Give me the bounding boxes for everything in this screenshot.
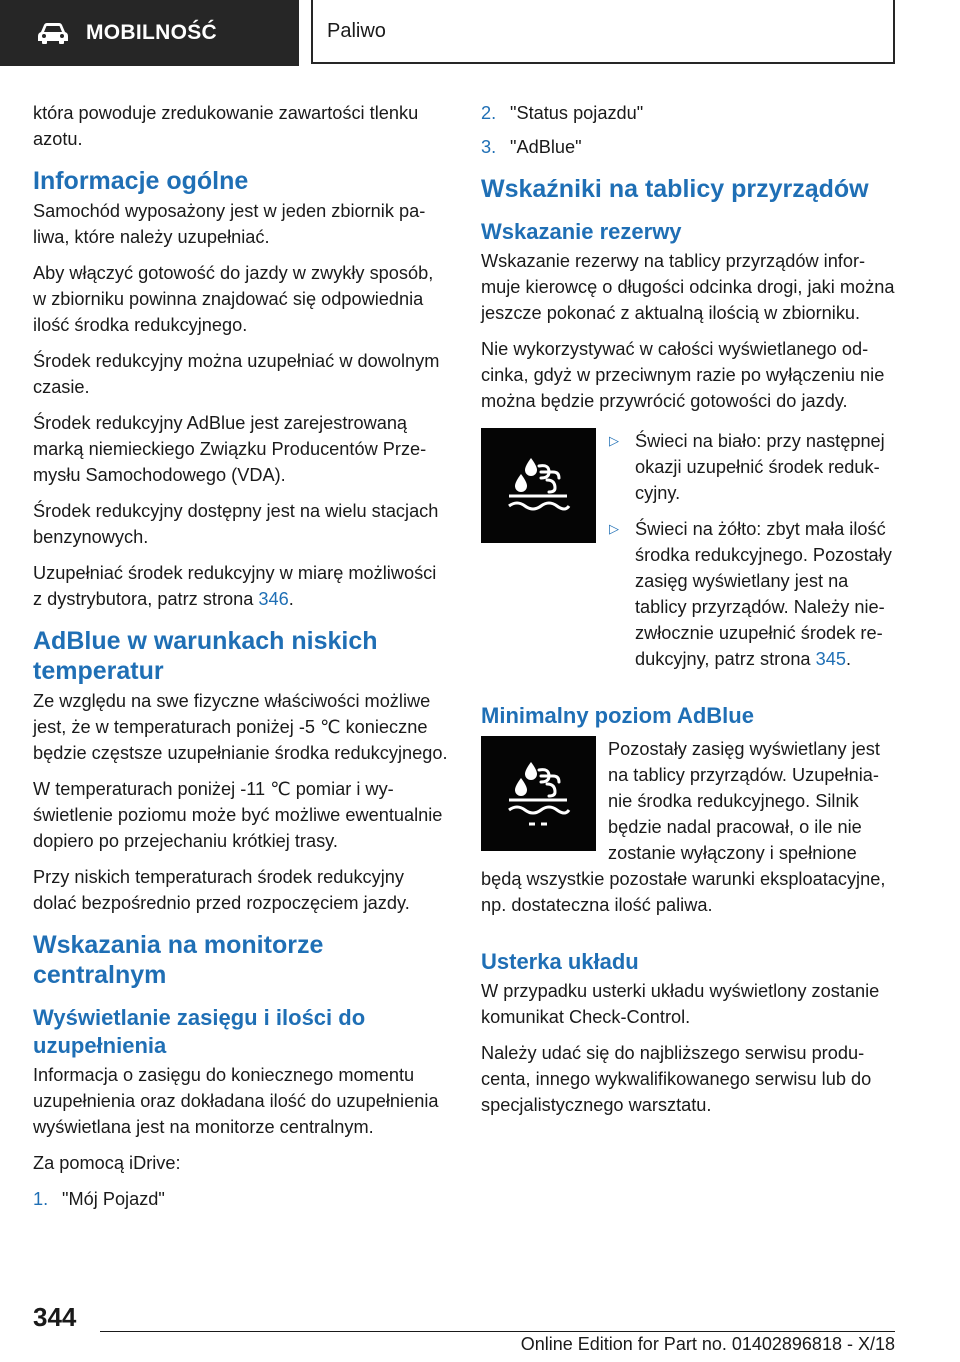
step-text: "Mój Pojazd": [62, 1189, 165, 1209]
list-item: [481, 100, 897, 126]
heading-general-info: Informacje ogólne: [33, 167, 249, 195]
bullet-text: Świeci na biało: przy następnej okazji uzupełnić środek redukcyjny.: [635, 431, 885, 503]
footer-divider: [100, 1331, 895, 1332]
page-footer: [0, 1290, 960, 1362]
punctuation: .: [845, 649, 852, 669]
idrive-steps-continued: [481, 100, 897, 160]
paragraph: Środek redukcyjny dostępny jest na wielu stacjach benzynowych.: [33, 501, 439, 547]
bullet-text-body: Świeci na żółto: zbyt mała ilość środka redukcyjnego. Pozostały zasięg wyświetlany jest na tablicy przyrządów. Należy niezwłocznie uzupełnić środek redukcyjny, patrz strona: [635, 519, 892, 669]
paragraph: W temperaturach poniżej -11 ℃ pomiar i wyświetlenie poziomu może być możliwe ewentualnie dopiero po przejechaniu krótkiej trasy.: [33, 779, 443, 851]
left-column: [33, 100, 449, 1220]
paragraph: Informacja o zasięgu do koniecznego momentu uzupełnienia oraz dokładana ilość do uzupełnienia wyświetlana jest na monitorze centralnym.: [33, 1065, 439, 1137]
list-item: [481, 134, 897, 160]
paragraph: Pozostały zasięg wyświetlany jest na tablicy przyrządów. Uzupełnianie środka redukcyjnego. Silnik będzie nadal pracował, o ile nie zostanie wyłączony i spełnione będą wszystkie pozostałe warunki eksploatacyjne, np. dostateczna ilość paliwa.: [481, 739, 886, 915]
paragraph: Aby włączyć gotowość do jazdy w zwykły sposób, w zbiorniku powinna znajdować się odpowiednia ilość środka redukcyjnego.: [33, 263, 434, 335]
paragraph: [33, 560, 449, 612]
page-link-346[interactable]: 346: [258, 589, 289, 609]
heading-range-display: Wyświetlanie zasięgu i ilości do uzupełnienia: [33, 1005, 366, 1058]
heading-central-monitor: Wskazania na monitorze centralnym: [33, 931, 324, 989]
heading-instrument-indicators: Wskaźniki na tablicy przyrządów: [481, 175, 869, 203]
car-icon: [36, 21, 70, 45]
heading-reserve-indicator: Wskazanie rezerwy: [481, 219, 682, 244]
intro-text: która powoduje zredukowanie zawartości tlenku azotu.: [33, 103, 419, 149]
chapter-label: Paliwo: [327, 19, 386, 42]
step-number: 1.: [33, 1189, 49, 1209]
minimum-level-section: [481, 732, 897, 928]
list-item: [609, 428, 897, 506]
page-header: [0, 0, 960, 66]
paragraph: W przypadku usterki układu wyświetlony zostanie komunikat Check-Control.: [481, 981, 880, 1027]
chapter-tab-fuel[interactable]: [311, 0, 895, 64]
paragraph: Przy niskich temperaturach środek redukcyjny dolać bezpośrednio przed rozpoczęciem jazdy.: [33, 867, 410, 913]
heading-cold-temperatures: AdBlue w warunkach niskich temperatur: [33, 627, 378, 685]
step-number: 2.: [481, 103, 497, 123]
paragraph: Wskazanie rezerwy na tablicy przyrządów informuje kierowcę o długości odcinka drogi, jaki można jeszcze pokonać z aktualną ilością w zbiorniku.: [481, 251, 895, 323]
indicator-bullets: [609, 428, 897, 682]
paragraph: Nie wykorzystywać w całości wyświetlanego odcinka, gdyż w przeciwnym razie po wyłączeniu nie można będzie przywrócić gotowości do jazdy.: [481, 339, 885, 411]
triangle-bullet-icon: ▷: [609, 433, 619, 448]
paragraph: Należy udać się do najbliższego serwisu producenta, innego wykwalifikowanego serwisu lub do specjalistycznego warsztatu.: [481, 1043, 872, 1115]
paragraph: Ze względu na swe fizyczne właściwości możliwe jest, że w temperaturach poniżej -5 ℃ konieczne będzie częstsze uzupełnianie środka redukcyjnego.: [33, 691, 448, 763]
paragraph: Za pomocą iDrive:: [33, 1153, 181, 1173]
section-tab-mobility[interactable]: [0, 0, 299, 66]
bullet-text: [635, 516, 897, 672]
idrive-steps: [33, 1186, 449, 1212]
adblue-warning-icon: [481, 428, 596, 543]
page-number: 344: [33, 1302, 77, 1332]
paragraph-text: Uzupełniać środek redukcyjny w miarę możliwości z dystrybutora, patrz strona: [33, 563, 437, 609]
list-item: [33, 1186, 449, 1212]
section-label: MOBILNOŚĆ: [86, 21, 218, 44]
paragraph: Środek redukcyjny AdBlue jest zarejestrowaną marką niemieckiego Związku Producentów Przemysłu Samochodowego (VDA).: [33, 413, 427, 485]
punctuation: .: [288, 589, 294, 609]
step-number: 3.: [481, 137, 497, 157]
reserve-indicator-figure: [481, 428, 897, 682]
edition-text: Online Edition for Part no. 01402896818 - X/18: [520, 1334, 895, 1354]
right-column: [481, 100, 897, 1128]
paragraph: Środek redukcyjny można uzupełniać w dowolnym czasie.: [33, 351, 440, 397]
triangle-bullet-icon: ▷: [609, 521, 619, 536]
adblue-minimum-icon: [481, 736, 596, 851]
heading-system-fault: Usterka układu: [481, 949, 639, 974]
page-link-345[interactable]: 345: [815, 649, 846, 669]
heading-minimum-level: Minimalny poziom AdBlue: [481, 703, 754, 728]
step-text: "Status pojazdu": [510, 103, 644, 123]
paragraph: Samochód wyposażony jest w jeden zbiornik paliwa, które należy uzupełniać.: [33, 201, 426, 247]
list-item: [609, 516, 897, 672]
step-text: "AdBlue": [510, 137, 582, 157]
